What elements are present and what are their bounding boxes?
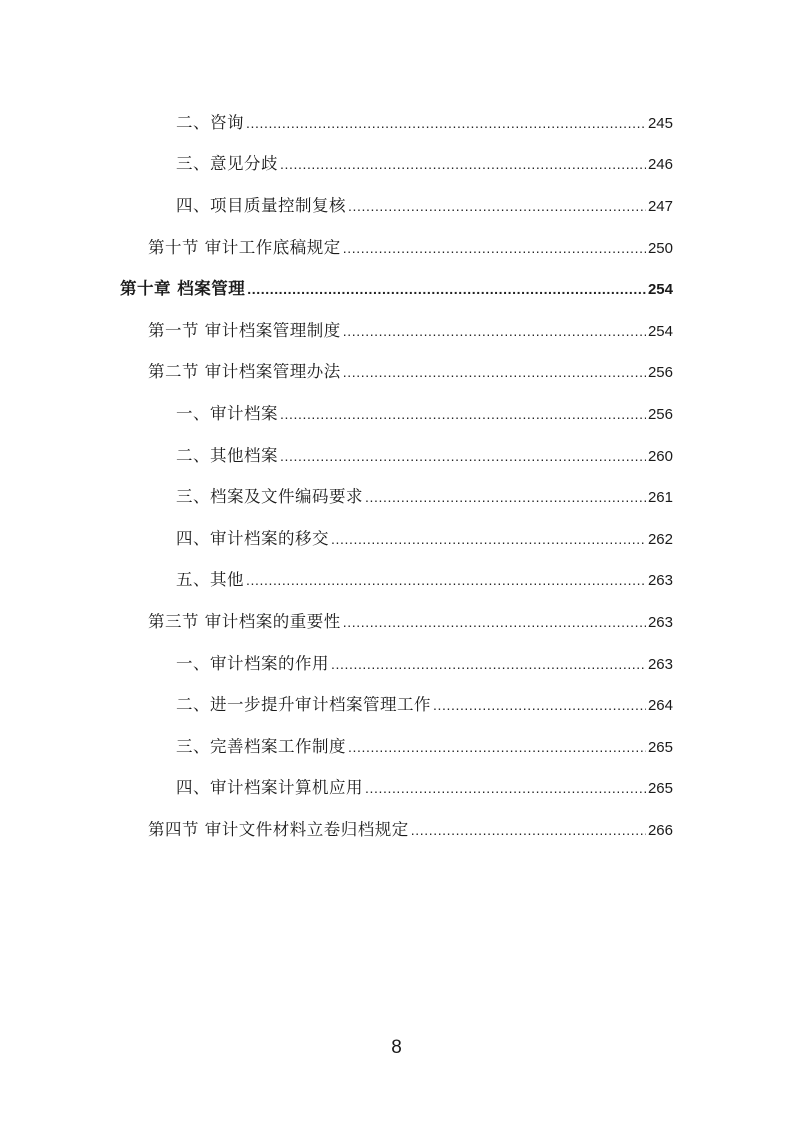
toc-entry-page: 250 bbox=[647, 239, 673, 257]
toc-entry[interactable] bbox=[0, 391, 793, 433]
toc-entry-page: 264 bbox=[647, 697, 673, 715]
toc-entry-title: 第四节 审计文件材料立卷归档规定 bbox=[148, 819, 409, 839]
toc-chapter-entry[interactable] bbox=[0, 266, 793, 308]
toc-entry[interactable] bbox=[0, 724, 793, 766]
toc-entry-page: 266 bbox=[647, 821, 673, 839]
toc-entry-title: 四、项目质量控制复核 bbox=[176, 195, 346, 215]
toc-entry-title: 三、完善档案工作制度 bbox=[176, 736, 346, 756]
toc-entry-page: 245 bbox=[647, 114, 673, 132]
toc-section-entry[interactable] bbox=[0, 807, 793, 849]
toc-leader-dots bbox=[280, 406, 646, 422]
toc-entry-title: 三、意见分歧 bbox=[176, 154, 278, 174]
toc-entry-title: 五、其他 bbox=[176, 570, 244, 590]
toc-entry-title: 第一节 审计档案管理制度 bbox=[148, 320, 341, 340]
toc-entry[interactable] bbox=[0, 641, 793, 683]
toc-leader-dots bbox=[280, 448, 646, 464]
toc-leader-dots bbox=[411, 822, 646, 838]
toc-entry[interactable] bbox=[0, 433, 793, 475]
toc-entry-page: 261 bbox=[647, 489, 673, 507]
toc-entry-page: 256 bbox=[647, 364, 673, 382]
toc-entry-title: 一、审计档案的作用 bbox=[176, 653, 329, 673]
toc-section-entry[interactable] bbox=[0, 225, 793, 267]
toc-leader-dots bbox=[246, 572, 646, 588]
toc-leader-dots bbox=[433, 697, 646, 713]
toc-leader-dots bbox=[331, 531, 646, 547]
toc-entry-title: 第二节 审计档案管理办法 bbox=[148, 362, 341, 382]
toc-entry-page: 265 bbox=[647, 780, 673, 798]
toc-section-entry[interactable] bbox=[0, 308, 793, 350]
toc-entry-title: 二、咨询 bbox=[176, 112, 244, 132]
toc-entry-title: 四、审计档案的移交 bbox=[176, 528, 329, 548]
toc-entry[interactable] bbox=[0, 474, 793, 516]
toc-entry-title: 第十节 审计工作底稿规定 bbox=[148, 237, 341, 257]
toc-entry-page: 256 bbox=[647, 405, 673, 423]
toc-entry-title: 四、审计档案计算机应用 bbox=[176, 778, 363, 798]
toc-leader-dots bbox=[343, 364, 646, 380]
toc-leader-dots bbox=[365, 489, 646, 505]
toc-entry-page: 265 bbox=[647, 738, 673, 756]
toc-entry[interactable] bbox=[0, 142, 793, 184]
toc-entry-page: 246 bbox=[647, 156, 673, 174]
toc-leader-dots bbox=[343, 323, 646, 339]
toc-entry[interactable] bbox=[0, 766, 793, 808]
toc-leader-dots bbox=[348, 198, 646, 214]
toc-leader-dots bbox=[246, 115, 646, 131]
toc-leader-dots bbox=[365, 780, 646, 796]
toc-entry-title: 二、进一步提升审计档案管理工作 bbox=[176, 695, 431, 715]
toc-entry[interactable] bbox=[0, 100, 793, 142]
toc-entry-title: 三、档案及文件编码要求 bbox=[176, 487, 363, 507]
toc-section-entry[interactable] bbox=[0, 350, 793, 392]
toc-entry-page: 263 bbox=[647, 572, 673, 590]
toc-chapter-title: 第十章 档案管理 bbox=[120, 279, 246, 299]
toc-entry-page: 262 bbox=[647, 530, 673, 548]
toc-leader-dots bbox=[247, 281, 646, 297]
toc-leader-dots bbox=[331, 656, 646, 672]
toc-entry-page: 260 bbox=[647, 447, 673, 465]
toc-entry-page: 254 bbox=[647, 281, 673, 299]
toc-entry-page: 263 bbox=[647, 613, 673, 631]
toc-entry-title: 二、其他档案 bbox=[176, 445, 278, 465]
toc-entry-page: 247 bbox=[647, 197, 673, 215]
toc-leader-dots bbox=[348, 739, 646, 755]
table-of-contents bbox=[0, 100, 793, 849]
toc-entry[interactable] bbox=[0, 558, 793, 600]
toc-entry-page: 263 bbox=[647, 655, 673, 673]
toc-entry-page: 254 bbox=[647, 322, 673, 340]
toc-entry-title: 第三节 审计档案的重要性 bbox=[148, 611, 341, 631]
toc-entry[interactable] bbox=[0, 183, 793, 225]
page-number: 8 bbox=[391, 1037, 402, 1058]
toc-leader-dots bbox=[280, 156, 646, 172]
toc-leader-dots bbox=[343, 240, 646, 256]
toc-entry[interactable] bbox=[0, 682, 793, 724]
toc-section-entry[interactable] bbox=[0, 599, 793, 641]
toc-leader-dots bbox=[343, 614, 646, 630]
toc-entry-title: 一、审计档案 bbox=[176, 403, 278, 423]
toc-entry[interactable] bbox=[0, 516, 793, 558]
